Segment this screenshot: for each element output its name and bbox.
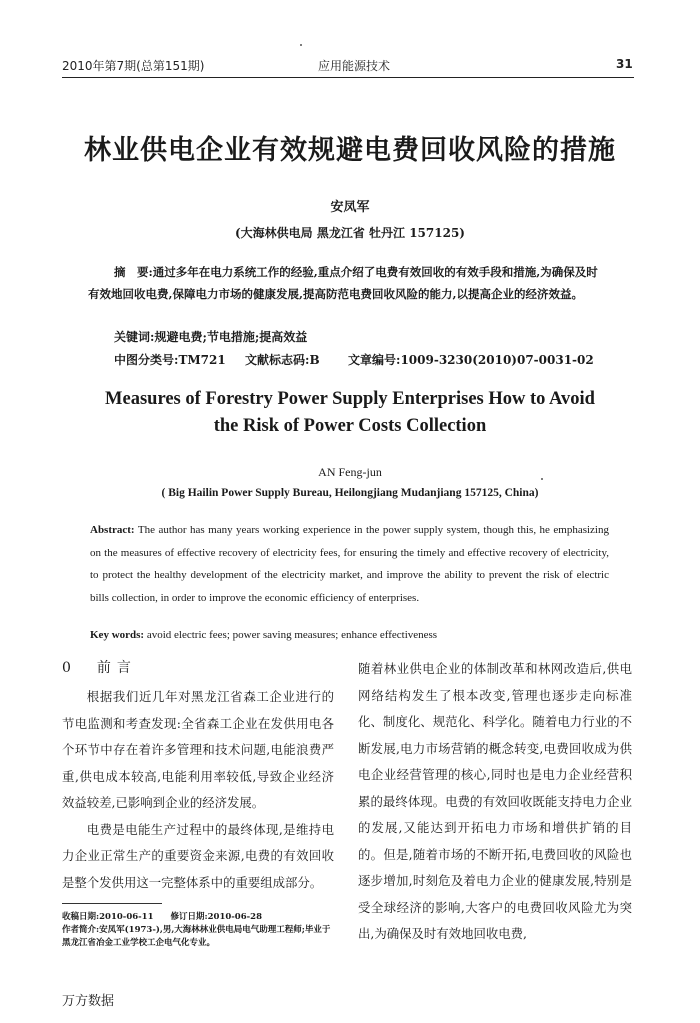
english-author: AN Feng-jun [318,465,382,479]
chinese-keywords-text: 规避电费;节电措施;提高效益 [154,330,308,344]
english-title-line-1: Measures of Forestry Power Supply Enterprises How to Avoid [105,389,595,409]
chinese-abstract-label: 摘 要: [114,265,153,279]
section-number: 0 [62,660,77,676]
english-abstract-label: Abstract: [90,524,135,536]
right-column [358,656,632,948]
english-title [0,386,700,440]
page-number: 31 [616,57,633,71]
right-paragraph: 随着林业供电企业的体制改革和林网改造后,供电网络结构发生了根本改变,管理也逐步走向标准化、制度化、规范化、科学化。随着电力行业的不断发展,电力市场营销的概念转变,电费回收成为供电企业经营管理的核心,同时也是电力企业经营积累的最终体现。电费的有效回收既能支持电力企业的发展,又能达到开拓电力市场和增供扩销的目的。但是,随着市场的不断开拓,电费回收的风险也逐步增加,时刻危及着电力企业的健康发展,特别是受全球经济的影响,大客户的电费回收风险尤为突出,为确保及时有效地回收电费, [358,661,632,941]
speck [300,44,302,46]
article-number-value: 1009-3230(2010)07-0031-02 [400,353,594,367]
clc-number [114,351,226,368]
chinese-abstract [88,261,608,305]
english-abstract-text: The author has many years working experience in the power supply system, though this, he emphasizing on the measures of effective recovery of electricity fees, for ensuring the timely and effective recovery of electricity, to protect the healthy development of the electricity market, and improve the ability to prevent the risk of electric bills collection, in order to improve the economic efficiency of enterprises. [90,524,609,604]
document-code-value: B [309,353,320,367]
clc-label: 中图分类号: [114,353,179,367]
article-number [348,351,594,368]
author-bio-text: 安凤军(1973-),男,大海林林业供电局电气助理工程师;毕业于黑龙江省冶金工业学校工企电气化专业。 [62,925,331,948]
left-paragraph-1: 根据我们近几年对黑龙江省森工企业进行的节电监测和考查发现:全省森工企业在发供用电各个环节中存在着许多管理和技术问题,电能浪费严重,供电成本较高,电能利用率较低,导致企业经济效益较差,已影响到企业的经济发展。 [62,689,334,810]
chinese-abstract-text: 通过多年在电力系统工作的经验,重点介绍了电费有效回收的有效手段和措施,为确保及时有效地回收电费,保障电力市场的健康发展,提高防范电费回收风险的能力,以提高企业的经济效益。 [88,265,598,301]
revised-label: 修订日期: [170,912,208,922]
issue-info: 2010年第7期(总第151期) [62,59,205,73]
journal-name: 应用能源技术 [318,59,391,73]
english-keywords-text: avoid electric fees; power saving measures; enhance effectiveness [146,629,438,641]
english-keywords [90,629,609,641]
revised-date: 2010-06-28 [207,912,262,922]
section-heading [62,657,137,677]
left-paragraph-2: 电费是电能生产过程中的最终体现,是维持电力企业正常生产的重要资金来源,电费的有效回收是整个发供用这一完整体系中的重要组成部分。 [62,821,334,890]
english-abstract [90,519,609,609]
document-code-label: 文献标志码: [245,353,310,367]
received-date: 2010-06-11 [99,912,154,922]
clc-value: TM721 [178,353,226,367]
watermark-text: 万方数据 [62,994,115,1009]
chinese-keywords-label: 关键词: [114,330,155,344]
header-rule [62,77,634,78]
received-label: 收稿日期: [62,912,100,922]
footnote [62,911,337,950]
chinese-keywords [114,328,307,345]
footnote-rule [62,903,162,904]
section-title: 前言 [96,660,137,676]
footnote-author [62,924,337,950]
document-code [245,351,320,368]
article-number-label: 文章编号: [348,353,401,367]
footnote-dates [62,911,337,924]
english-title-line-2: the Risk of Power Costs Collection [213,416,487,436]
author-bio-label: 作者简介: [62,925,100,935]
left-column [62,684,334,896]
english-keywords-label: Key words: [90,629,145,641]
chinese-affiliation: (大海林供电局 黑龙江省 牡丹江 157125) [235,226,465,240]
chinese-author: 安凤军 [330,200,370,215]
chinese-title: 林业供电企业有效规避电费回收风险的措施 [84,135,616,166]
english-affiliation: ( Big Hailin Power Supply Bureau, Heilongjiang Mudanjiang 157125, China) [161,487,539,499]
speck [541,478,543,480]
